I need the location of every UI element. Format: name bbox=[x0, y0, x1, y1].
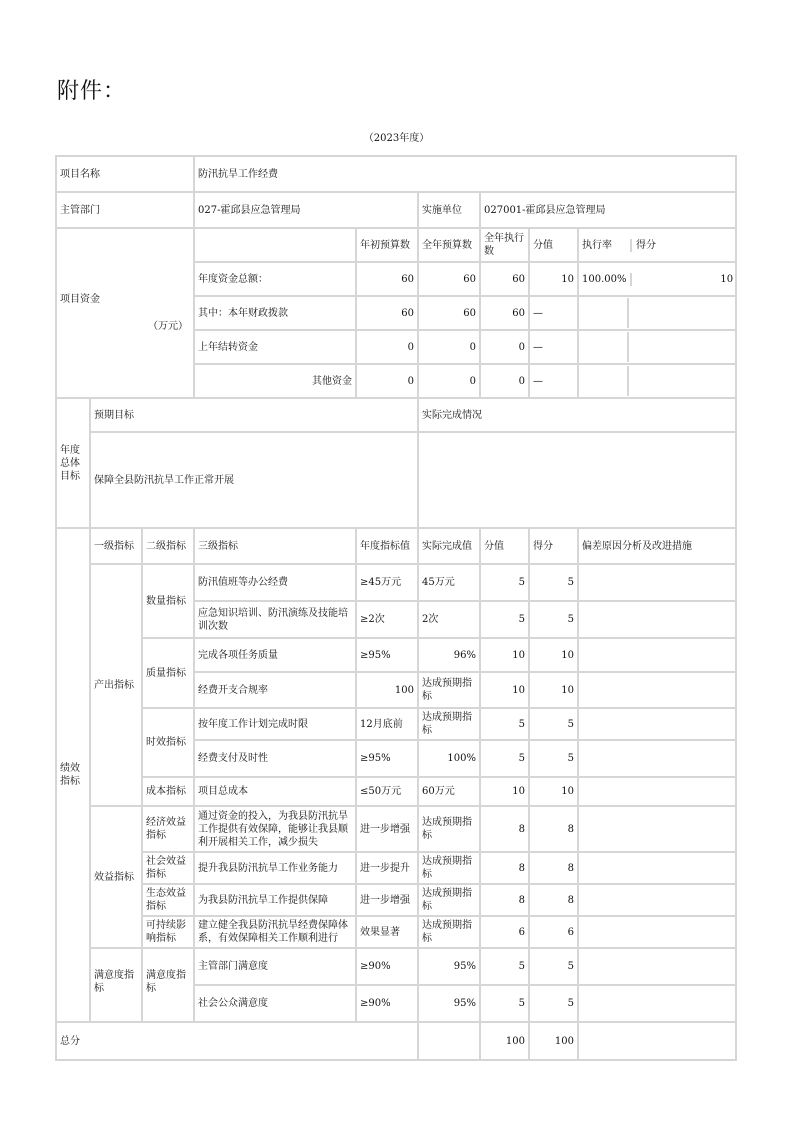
perf-l3: 社会公众满意度 bbox=[194, 985, 356, 1022]
perf-l2: 数量指标 bbox=[142, 564, 194, 638]
perf-actual: 45万元 bbox=[418, 564, 480, 601]
funds-exec: 60 bbox=[480, 296, 529, 330]
funds-score-value: — bbox=[529, 364, 578, 398]
funds-label: 项目资金 bbox=[60, 294, 100, 305]
funds-header-rate-score bbox=[578, 228, 736, 262]
perf-score-value: 8 bbox=[480, 806, 529, 852]
perf-score-value: 8 bbox=[480, 852, 529, 884]
perf-actual: 达成预期指标 bbox=[418, 672, 480, 708]
goals-actual-value bbox=[418, 432, 736, 528]
perf-l2: 经济效益指标 bbox=[142, 806, 194, 852]
perf-score: 5 bbox=[529, 601, 578, 638]
perf-actual: 100% bbox=[418, 740, 480, 777]
perf-score-value: 5 bbox=[480, 740, 529, 777]
funds-rate bbox=[579, 298, 627, 328]
perf-header-l3: 三级指标 bbox=[194, 528, 356, 564]
funds-full: 60 bbox=[418, 296, 480, 330]
funds-rate bbox=[579, 332, 627, 362]
total-label: 总分 bbox=[56, 1022, 418, 1060]
perf-note bbox=[578, 740, 736, 777]
perf-score: 8 bbox=[529, 884, 578, 916]
funds-score bbox=[627, 366, 735, 396]
project-name-row bbox=[56, 156, 736, 192]
funds-full: 0 bbox=[418, 364, 480, 398]
perf-row bbox=[56, 948, 736, 985]
perf-l3: 完成各项任务质量 bbox=[194, 638, 356, 672]
funds-row-label: 上年结转资金 bbox=[194, 330, 356, 364]
funds-full: 60 bbox=[418, 262, 480, 296]
perf-row bbox=[56, 564, 736, 601]
perf-target: 100 bbox=[356, 672, 418, 708]
perf-note bbox=[578, 985, 736, 1022]
perf-note bbox=[578, 564, 736, 601]
perf-row bbox=[56, 806, 736, 852]
funds-rate: 100.00% bbox=[582, 273, 627, 285]
perf-l1: 满意度指标 bbox=[90, 948, 142, 1022]
funds-rate-score bbox=[578, 296, 736, 330]
funds-score: 10 bbox=[630, 273, 735, 286]
perf-score-value: 10 bbox=[480, 777, 529, 806]
perf-row bbox=[56, 852, 736, 884]
funds-rate-score bbox=[578, 364, 736, 398]
perf-score-value: 6 bbox=[480, 916, 529, 948]
perf-note bbox=[578, 777, 736, 806]
perf-row bbox=[56, 638, 736, 672]
perf-target: 进一步增强 bbox=[356, 806, 418, 852]
perf-actual: 达成预期指标 bbox=[418, 852, 480, 884]
perf-l3: 主管部门满意度 bbox=[194, 948, 356, 985]
funds-score bbox=[627, 332, 735, 362]
funds-header-rate: 执行率 bbox=[582, 239, 612, 251]
perf-row bbox=[56, 916, 736, 948]
perf-actual: 达成预期指标 bbox=[418, 806, 480, 852]
perf-score: 8 bbox=[529, 806, 578, 852]
funds-rate bbox=[579, 366, 627, 396]
funds-header-init: 年初预算数 bbox=[356, 228, 418, 262]
total-blank bbox=[418, 1022, 480, 1060]
perf-score: 5 bbox=[529, 564, 578, 601]
perf-header-l2: 二级指标 bbox=[142, 528, 194, 564]
perf-score: 8 bbox=[529, 852, 578, 884]
perf-target: ≥90% bbox=[356, 948, 418, 985]
perf-note bbox=[578, 638, 736, 672]
perf-target: 进一步提升 bbox=[356, 852, 418, 884]
perf-header-actual: 实际完成值 bbox=[418, 528, 480, 564]
perf-l2: 生态效益指标 bbox=[142, 884, 194, 916]
perf-note bbox=[578, 708, 736, 740]
total-row bbox=[56, 1022, 736, 1060]
perf-actual: 96% bbox=[418, 638, 480, 672]
perf-l2: 可持续影响指标 bbox=[142, 916, 194, 948]
perf-score-value: 5 bbox=[480, 985, 529, 1022]
funds-header-score-value: 分值 bbox=[529, 228, 578, 262]
goals-label: 年度总体目标 bbox=[56, 398, 90, 528]
perf-header-score: 得分 bbox=[529, 528, 578, 564]
funds-header-blank bbox=[194, 228, 356, 262]
perf-header-target: 年度指标值 bbox=[356, 528, 418, 564]
perf-note bbox=[578, 948, 736, 985]
perf-note bbox=[578, 806, 736, 852]
perf-score: 5 bbox=[529, 948, 578, 985]
perf-note bbox=[578, 884, 736, 916]
perf-row bbox=[56, 884, 736, 916]
perf-score: 5 bbox=[529, 740, 578, 777]
perf-score: 10 bbox=[529, 672, 578, 708]
project-name-value: 防汛抗旱工作经费 bbox=[194, 156, 736, 192]
implementing-unit-label: 实施单位 bbox=[418, 192, 480, 228]
perf-target: 12月底前 bbox=[356, 708, 418, 740]
project-name-label: 项目名称 bbox=[56, 156, 194, 192]
perf-target: ≥90% bbox=[356, 985, 418, 1022]
perf-score-value: 5 bbox=[480, 948, 529, 985]
perf-score: 10 bbox=[529, 638, 578, 672]
department-label: 主管部门 bbox=[56, 192, 194, 228]
perf-target: 效果显著 bbox=[356, 916, 418, 948]
total-score: 100 bbox=[529, 1022, 578, 1060]
goals-header-row bbox=[56, 398, 736, 432]
perf-target: ≤50万元 bbox=[356, 777, 418, 806]
perf-actual: 95% bbox=[418, 948, 480, 985]
funds-score-value: 10 bbox=[529, 262, 578, 296]
perf-note bbox=[578, 852, 736, 884]
perf-l3: 为我县防汛抗旱工作提供保障 bbox=[194, 884, 356, 916]
funds-full: 0 bbox=[418, 330, 480, 364]
perf-label: 绩效指标 bbox=[56, 528, 90, 1022]
perf-note bbox=[578, 601, 736, 638]
total-note bbox=[578, 1022, 736, 1060]
total-score-value: 100 bbox=[480, 1022, 529, 1060]
funds-init: 60 bbox=[356, 296, 418, 330]
perf-score-value: 5 bbox=[480, 601, 529, 638]
perf-target: ≥45万元 bbox=[356, 564, 418, 601]
funds-init: 0 bbox=[356, 364, 418, 398]
perf-score: 5 bbox=[529, 708, 578, 740]
perf-note bbox=[578, 916, 736, 948]
perf-score-value: 5 bbox=[480, 708, 529, 740]
perf-score: 10 bbox=[529, 777, 578, 806]
perf-actual: 达成预期指标 bbox=[418, 884, 480, 916]
funds-init: 0 bbox=[356, 330, 418, 364]
perf-target: 进一步增强 bbox=[356, 884, 418, 916]
department-value: 027-霍邱县应急管理局 bbox=[194, 192, 418, 228]
funds-header-row bbox=[56, 228, 736, 262]
perf-row bbox=[56, 708, 736, 740]
perf-l3: 经费支付及时性 bbox=[194, 740, 356, 777]
perf-score-value: 8 bbox=[480, 884, 529, 916]
funds-label-cell bbox=[56, 228, 194, 398]
funds-header-full: 全年预算数 bbox=[418, 228, 480, 262]
perf-l2: 成本指标 bbox=[142, 777, 194, 806]
perf-actual: 60万元 bbox=[418, 777, 480, 806]
funds-score-value: — bbox=[529, 296, 578, 330]
perf-score-value: 5 bbox=[480, 564, 529, 601]
perf-score: 6 bbox=[529, 916, 578, 948]
perf-actual: 2次 bbox=[418, 601, 480, 638]
perf-header-score-value: 分值 bbox=[480, 528, 529, 564]
funds-row-label: 其中：本年财政拨款 bbox=[194, 296, 356, 330]
goals-value-row bbox=[56, 432, 736, 528]
perf-l2: 时效指标 bbox=[142, 708, 194, 777]
perf-l3: 建立健全我县防汛抗旱经费保障体系，有效保障相关工作顺利进行 bbox=[194, 916, 356, 948]
perf-actual: 95% bbox=[418, 985, 480, 1022]
funds-row-label: 其他资金 bbox=[194, 364, 356, 398]
funds-init: 60 bbox=[356, 262, 418, 296]
goals-actual-label: 实际完成情况 bbox=[418, 398, 736, 432]
funds-exec: 60 bbox=[480, 262, 529, 296]
perf-header-row bbox=[56, 528, 736, 564]
funds-score bbox=[627, 298, 735, 328]
funds-header-exec: 全年执行数 bbox=[480, 228, 529, 262]
perf-l3: 通过资金的投入，为我县防汛抗旱工作提供有效保障，能够让我县顺利开展相关工作，减少损失 bbox=[194, 806, 356, 852]
perf-target: ≥2次 bbox=[356, 601, 418, 638]
perf-l3: 经费开支合规率 bbox=[194, 672, 356, 708]
perf-l1: 产出指标 bbox=[90, 564, 142, 806]
perf-header-note: 偏差原因分析及改进措施 bbox=[578, 528, 736, 564]
perf-l3: 按年度工作计划完成时限 bbox=[194, 708, 356, 740]
perf-score: 5 bbox=[529, 985, 578, 1022]
funds-score-value: — bbox=[529, 330, 578, 364]
implementing-unit-value: 027001-霍邱县应急管理局 bbox=[480, 192, 736, 228]
perf-header-l1: 一级指标 bbox=[90, 528, 142, 564]
perf-note bbox=[578, 672, 736, 708]
perf-target: ≥95% bbox=[356, 638, 418, 672]
perf-actual: 达成预期指标 bbox=[418, 708, 480, 740]
department-row bbox=[56, 192, 736, 228]
perf-l1: 效益指标 bbox=[90, 806, 142, 948]
report-year: （2023年度） bbox=[363, 133, 430, 144]
goals-expected-value: 保障全县防汛抗旱工作正常开展 bbox=[90, 432, 418, 528]
funds-exec: 0 bbox=[480, 364, 529, 398]
perf-l3: 防汛值班等办公经费 bbox=[194, 564, 356, 601]
funds-rate-score bbox=[578, 262, 736, 296]
perf-score-value: 10 bbox=[480, 638, 529, 672]
perf-actual: 达成预期指标 bbox=[418, 916, 480, 948]
perf-l2: 满意度指标 bbox=[142, 948, 194, 1022]
funds-unit: （万元） bbox=[148, 321, 188, 332]
funds-rate-score bbox=[578, 330, 736, 364]
perf-l3: 应急知识培训、防汛演练及技能培训次数 bbox=[194, 601, 356, 638]
performance-table bbox=[55, 155, 737, 1061]
funds-header-score: 得分 bbox=[630, 239, 656, 252]
perf-l3: 提升我县防汛抗旱工作业务能力 bbox=[194, 852, 356, 884]
perf-l3: 项目总成本 bbox=[194, 777, 356, 806]
goals-expected-label: 预期目标 bbox=[90, 398, 418, 432]
perf-l2: 社会效益指标 bbox=[142, 852, 194, 884]
funds-row-label: 年度资金总额： bbox=[194, 262, 356, 296]
perf-l2: 质量指标 bbox=[142, 638, 194, 708]
perf-row bbox=[56, 777, 736, 806]
page-heading: 附件： bbox=[57, 79, 127, 104]
funds-exec: 0 bbox=[480, 330, 529, 364]
perf-target: ≥95% bbox=[356, 740, 418, 777]
perf-score-value: 10 bbox=[480, 672, 529, 708]
